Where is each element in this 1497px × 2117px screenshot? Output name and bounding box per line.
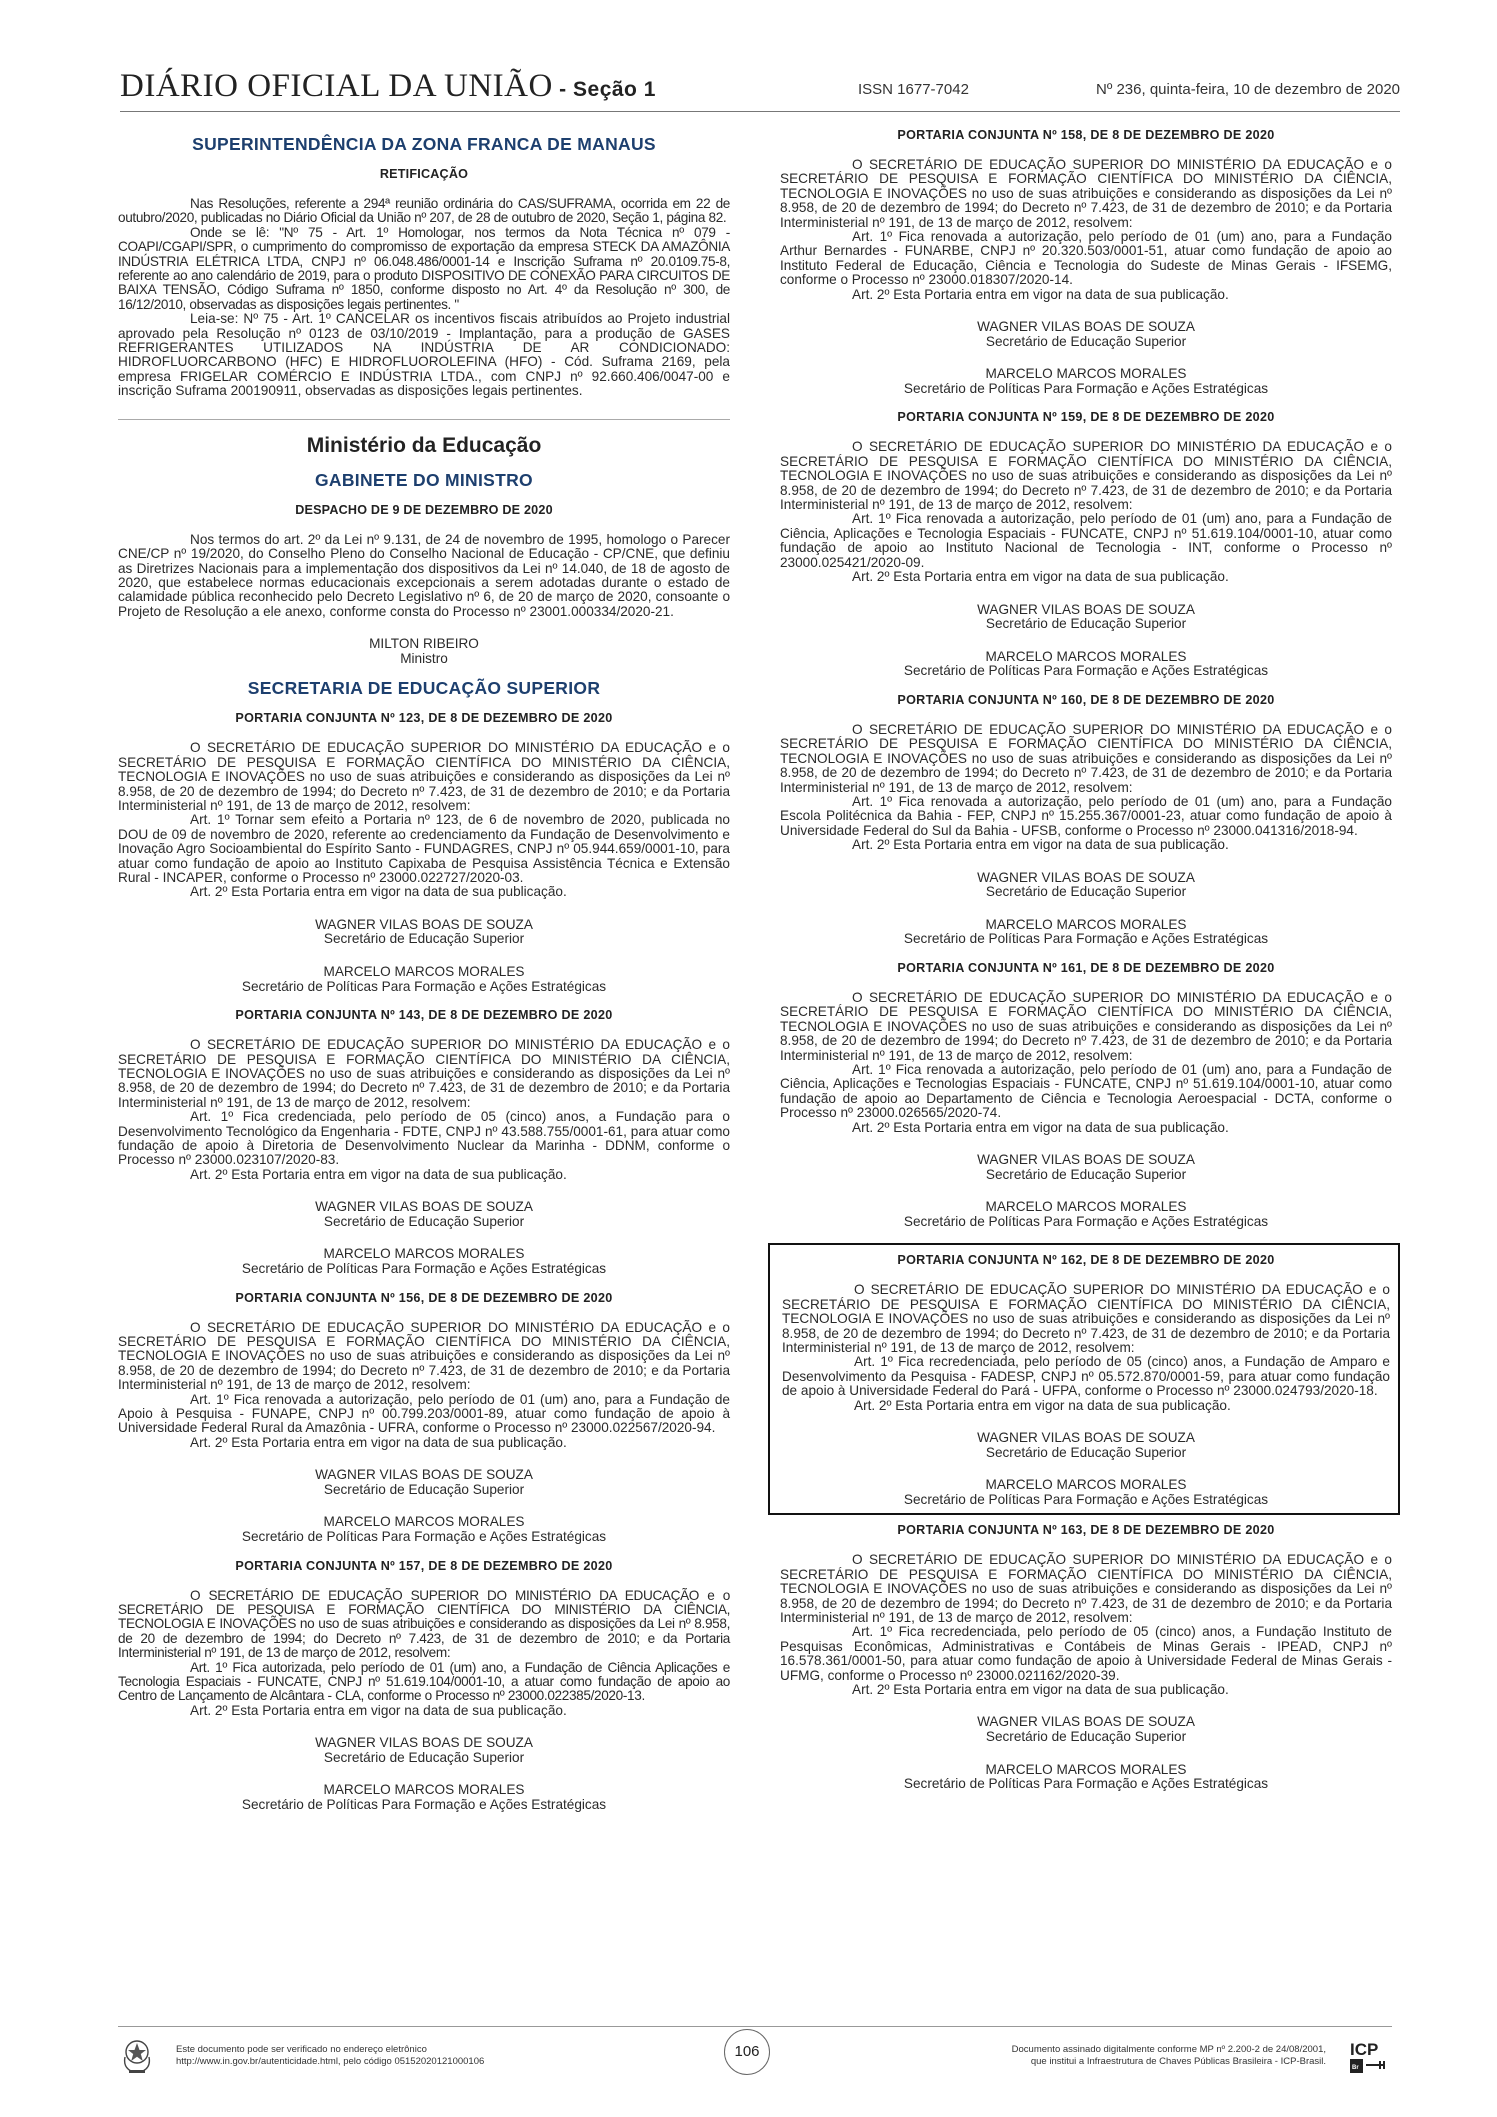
signatory-role: Secretário de Políticas Para Formação e Ações Estratégicas — [903, 1776, 1269, 1792]
signatory-role: Secretário de Educação Superior — [323, 1749, 525, 1765]
signatory-role: Ministro — [400, 650, 448, 666]
signatory-name: MARCELO MARCOS MORALES — [985, 1199, 1187, 1215]
signatory-name: MARCELO MARCOS MORALES — [985, 1477, 1187, 1493]
portaria-160-art1: Art. 1º Fica renovada a autorização, pelo período de 01 (um) ano, para a Fundação Escola Politécnica da Bahia - FEP, CNPJ nº 15.255.367/0001-23, atuar como fundação de apoio à Universidade Federal do Sul da Bahia - UFSB, conforme o Processo nº 23000.041316/2018-94. — [780, 793, 1392, 838]
retificacao-paragraph-3: Leia-se: Nº 75 - Art. 1º CANCELAR os incentivos fiscais atribuídos ao Projeto industrial aprovado pela Resolução nº 0123 de 03/10/2019 - Implantação, para a produção de GASES REFRIGERANTES UTILIZADOS NA INDÚSTRIA DE AR CONDICIONADO: HIDROFLUORCARBONO (HFC) E HIDROFLUOROLEFINA (HFO) - Cód. Suframa 2169, pela empresa FRIGELAR COMÉRCIO E INDÚSTRIA LTDA., com CNPJ nº 92.660.406/0047-00 e inscrição Suframa 200190911, observadas as disposições legais pertinentes. — [118, 311, 730, 399]
signature-1 — [780, 320, 1392, 349]
portaria-158-intro: O SECRETÁRIO DE EDUCAÇÃO SUPERIOR DO MINISTÉRIO DA EDUCAÇÃO e o SECRETÁRIO DE PESQUISA E FORMAÇÃO CIENTÍFICA DO MINISTÉRIO DA CIÊNCIA, TECNOLOGIA E INOVAÇÕES no uso de suas atribuições e considerando as disposições da Lei nº 8.958, de 20 de dezembro de 1994; do Decreto nº 7.423, de 31 de dezembro de 2010; e da Portaria Interministerial nº 191, de 13 de março de 2012, resolvem: — [780, 157, 1392, 230]
signatory-name: WAGNER VILAS BOAS DE SOUZA — [315, 1735, 533, 1751]
signature-2 — [118, 1783, 730, 1812]
portaria-159-art1: Art. 1º Fica renovada a autorização, pelo período de 01 (um) ano, para a Fundação de Ciência, Aplicações e Tecnologia Espaciais - FUNCATE, CNPJ nº 51.619.104/0001-10, atuar como fundação de apoio ao Instituto Nacional de Tecnologia - INT, conforme o Processo nº 23000.025421/2020-09. — [780, 511, 1392, 570]
ministry-title: Ministério da Educação — [306, 433, 542, 457]
retificacao-paragraph-2: Onde se lê: "Nº 75 - Art. 1º Homologar, nos termos da Nota Técnica nº 079 - COAPI/CGAPI/SPR, o cumprimento do compromisso de exportação da empresa STECK DA AMAZÔNIA INDÚSTRIA ELÉTRICA LTDA, CNPJ nº 06.048.486/0001-14 e Inscrição Suframa nº 20.0109.75-8, referente ao ano calendário de 2019, para o produto DISPOSITIVO DE CONEXÃO PARA CIRCUITOS DE BAIXA TENSÃO, Código Suframa nº 1850, conforme disposto no Art. 4º da Resolução nº 300, de 16/12/2010, observadas as disposições legais pertinentes. " — [118, 224, 730, 312]
icp-brasil-logo-icon — [1344, 2035, 1392, 2079]
portaria-161-art1: Art. 1º Fica renovada a autorização, pelo período de 01 (um) ano, para a Fundação de Ciência, Aplicações e Tecnologias Espaciais - FUNCATE, CNPJ nº 51.619.104/0001-10, atuar como fundação de apoio ao Departamento de Ciência e Tecnologia Aeroespacial - DCTA, conforme o Processo nº 23000.026565/2020-74. — [780, 1061, 1392, 1121]
signature-2 — [118, 965, 730, 994]
page-number: 106 — [724, 2029, 770, 2075]
minister-signature — [118, 637, 730, 666]
portaria-123-art1: Art. 1º Tornar sem efeito a Portaria nº 123, de 6 de novembro de 2020, publicada no DOU de 09 de novembro de 2020, referente ao credenciamento da Fundação de Desenvolvimento e Inovação Agro Socioambiental do Espírito Santo - FUNDAGRES, CNPJ nº 05.944.659/0001-10, para atuar como fundação de apoio ao Instituto Capixaba de Pesquisa Assistência Técnica e Extensão Rural - INCAPER, conforme o Processo nº 23000.022727/2020-03. — [118, 812, 730, 885]
verification-url: http://www.in.gov.br/autenticidade.html, pelo código 05152020121000106 — [176, 2056, 485, 2067]
portaria-160-intro: O SECRETÁRIO DE EDUCAÇÃO SUPERIOR DO MINISTÉRIO DA EDUCAÇÃO e o SECRETÁRIO DE PESQUISA E FORMAÇÃO CIENTÍFICA DO MINISTÉRIO DA CIÊNCIA, TECNOLOGIA E INOVAÇÕES no uso de suas atribuições e considerando as disposições da Lei nº 8.958, de 20 de dezembro de 1994; do Decreto nº 7.423, de 31 de dezembro de 2010; e da Portaria Interministerial nº 191, de 13 de março de 2012, resolvem: — [780, 721, 1392, 795]
portaria-157-title: PORTARIA CONJUNTA Nº 157, DE 8 DE DEZEMBRO DE 2020 — [235, 1558, 613, 1573]
section-label: - Seção 1 — [552, 78, 656, 101]
signature-1 — [118, 1468, 730, 1497]
despacho-title: DESPACHO DE 9 DE DEZEMBRO DE 2020 — [295, 502, 553, 517]
signatory-name: MARCELO MARCOS MORALES — [985, 1761, 1187, 1777]
suframa-header: SUPERINTENDÊNCIA DA ZONA FRANCA DE MANAUS — [192, 134, 656, 154]
portaria-123-signatures — [118, 918, 730, 994]
signatory-name: WAGNER VILAS BOAS DE SOUZA — [977, 319, 1195, 335]
signatory-role: Secretário de Políticas Para Formação e Ações Estratégicas — [241, 978, 607, 994]
signatory-role: Secretário de Políticas Para Formação e Ações Estratégicas — [903, 931, 1269, 947]
portaria-159-title: PORTARIA CONJUNTA Nº 159, DE 8 DE DEZEMBRO DE 2020 — [897, 410, 1275, 425]
portaria-163-art2: Art. 2º Esta Portaria entra em vigor na data de sua publicação. — [852, 1682, 1229, 1698]
signature-2 — [782, 1478, 1390, 1507]
signature-2 — [780, 367, 1392, 396]
portaria-158-title: PORTARIA CONJUNTA Nº 158, DE 8 DE DEZEMBRO DE 2020 — [897, 128, 1275, 142]
signatory-role: Secretário de Educação Superior — [323, 1213, 525, 1229]
signature-2 — [780, 1200, 1392, 1229]
portaria-157-signatures — [118, 1736, 730, 1812]
signatory-name: WAGNER VILAS BOAS DE SOUZA — [315, 916, 533, 932]
portaria-162-signatures — [782, 1431, 1390, 1507]
signature-2 — [780, 650, 1392, 679]
signatory-name: MARCELO MARCOS MORALES — [985, 916, 1187, 932]
portaria-123-title: PORTARIA CONJUNTA Nº 123, DE 8 DE DEZEMBRO DE 2020 — [235, 711, 613, 726]
signatory-name: WAGNER VILAS BOAS DE SOUZA — [977, 601, 1195, 617]
retificacao-paragraph-1: Nas Resoluções, referente a 294ª reunião ordinária do CAS/SUFRAMA, ocorrida em 22 de outubro/2020, publicadas no Diário Oficial da União nº 207, de 28 de outubro de 2020, Seção 1, página 82. — [118, 196, 730, 226]
gabinete-header: GABINETE DO MINISTRO — [315, 469, 533, 490]
signatory-name: MARCELO MARCOS MORALES — [985, 366, 1187, 382]
portaria-161-art2: Art. 2º Esta Portaria entra em vigor na data de sua publicação. — [852, 1119, 1229, 1135]
portaria-161-signatures — [780, 1153, 1392, 1229]
signature-2 — [780, 918, 1392, 947]
signature-1 — [118, 1736, 730, 1765]
signatory-name: MARCELO MARCOS MORALES — [323, 963, 525, 979]
left-column — [118, 128, 730, 1827]
portaria-163-art1: Art. 1º Fica recredenciada, pelo período de 05 (cinco) anos, a Fundação Instituto de Pesquisas Econômicas, Administrativas e Contábeis de Minas Gerais - IPEAD, CNPJ nº 16.578.361/0001-50, para atuar como fundação de apoio à Universidade Federal de Minas Gerais - UFMG, conforme o Processo nº 23000.021162/2020-39. — [780, 1624, 1392, 1683]
portaria-123-intro: O SECRETÁRIO DE EDUCAÇÃO SUPERIOR DO MINISTÉRIO DA EDUCAÇÃO e o SECRETÁRIO DE PESQUISA E FORMAÇÃO CIENTÍFICA DO MINISTÉRIO DA CIÊNCIA, TECNOLOGIA E INOVAÇÕES no uso de suas atribuições e considerando as disposições da Lei nº 8.958, de 20 de dezembro de 1994; do Decreto nº 7.423, de 31 de dezembro de 2010; e da Portaria Interministerial nº 191, de 13 de março de 2012, resolvem: — [118, 740, 730, 813]
signatory-role: Secretário de Políticas Para Formação e Ações Estratégicas — [903, 1491, 1269, 1507]
page-footer — [118, 2026, 1392, 2086]
signatory-role: Secretário de Políticas Para Formação e Ações Estratégicas — [241, 1529, 607, 1545]
masthead — [120, 60, 1400, 112]
svg-text:Br: Br — [1352, 2065, 1359, 2071]
signatory-name: WAGNER VILAS BOAS DE SOUZA — [977, 869, 1195, 885]
signature-1 — [782, 1431, 1390, 1460]
signatory-name: MARCELO MARCOS MORALES — [323, 1782, 525, 1798]
portaria-158-art2: Art. 2º Esta Portaria entra em vigor na data de sua publicação. — [852, 286, 1229, 302]
signatory-name: MARCELO MARCOS MORALES — [323, 1514, 525, 1530]
signature-2 — [780, 1763, 1392, 1792]
despacho-body: Nos termos do art. 2º da Lei nº 9.131, de 24 de novembro de 1995, homologo o Parecer CNE/CP nº 19/2020, do Conselho Pleno do Conselho Nacional de Educação - CP/CNE, que definiu as Diretrizes Nacionais para a implementação dos dispositivos da Lei nº 14.040, de 18 de agosto de 2020, que estabelece normas educacionais excepcionais a serem adotadas durante o estado de calamidade pública reconhecido pelo Decreto Legislativo nº 6, de 20 de março de 2020, consoante o Projeto de Resolução a ele anexo, conforme consta do Processo nº 23001.000334/2020-21. — [118, 531, 730, 619]
coat-of-arms-icon — [121, 2037, 153, 2075]
portaria-159-art2: Art. 2º Esta Portaria entra em vigor na data de sua publicação. — [852, 569, 1229, 585]
signatory-name: WAGNER VILAS BOAS DE SOUZA — [315, 1199, 533, 1215]
svg-text:ICP: ICP — [1350, 2040, 1379, 2059]
portaria-159-signatures — [780, 603, 1392, 679]
secretaria-header: SECRETARIA DE EDUCAÇÃO SUPERIOR — [247, 678, 601, 699]
portaria-163-intro: O SECRETÁRIO DE EDUCAÇÃO SUPERIOR DO MINISTÉRIO DA EDUCAÇÃO e o SECRETÁRIO DE PESQUISA E FORMAÇÃO CIENTÍFICA DO MINISTÉRIO DA CIÊNCIA, TECNOLOGIA E INOVAÇÕES no uso de suas atribuições e considerando as disposições da Lei nº 8.958, de 20 de dezembro de 1994; do Decreto nº 7.423, de 31 de dezembro de 2010; e da Portaria Interministerial nº 191, de 13 de março de 2012, resolvem: — [780, 1552, 1392, 1625]
portaria-160-title: PORTARIA CONJUNTA Nº 160, DE 8 DE DEZEMBRO DE 2020 — [897, 692, 1275, 707]
signature-note-line-2: que institui a Infraestrutura de Chaves Públicas Brasileira - ICP-Brasil. — [1030, 2056, 1326, 2067]
signature-1 — [780, 1715, 1392, 1744]
signatory-role: Secretário de Educação Superior — [323, 1481, 525, 1497]
signature-1 — [118, 1200, 730, 1229]
portaria-162-art1: Art. 1º Fica recredenciada, pelo período de 05 (cinco) anos, a Fundação de Amparo e Desenvolvimento da Pesquisa - FADESP, CNPJ nº 05.572.870/0001-59, para atuar como fundação de apoio à Universidade Federal do Pará - UFPA, conforme o Processo nº 23000.024793/2020-18. — [782, 1354, 1390, 1399]
signatory-role: Secretário de Educação Superior — [985, 1166, 1187, 1182]
edition-info: Nº 236, quinta-feira, 10 de dezembro de 2020 — [1095, 81, 1400, 98]
signature-1 — [118, 918, 730, 947]
signatory-role: Secretário de Políticas Para Formação e Ações Estratégicas — [241, 1797, 607, 1813]
signatory-role: Secretário de Políticas Para Formação e Ações Estratégicas — [903, 663, 1269, 679]
signature-1 — [780, 1153, 1392, 1182]
portaria-158-signatures — [780, 320, 1392, 396]
section-divider — [118, 419, 730, 420]
signature-2 — [118, 1515, 730, 1544]
signatory-role: Secretário de Educação Superior — [985, 616, 1187, 632]
portaria-143-title: PORTARIA CONJUNTA Nº 143, DE 8 DE DEZEMBRO DE 2020 — [235, 1008, 613, 1023]
portaria-156-intro: O SECRETÁRIO DE EDUCAÇÃO SUPERIOR DO MINISTÉRIO DA EDUCAÇÃO e o SECRETÁRIO DE PESQUISA E FORMAÇÃO CIENTÍFICA DO MINISTÉRIO DA CIÊNCIA, TECNOLOGIA E INOVAÇÕES no uso de suas atribuições e considerando as disposições da Lei nº 8.958, de 20 de dezembro de 1994; do Decreto nº 7.423, de 31 de dezembro de 2010; e da Portaria Interministerial nº 191, de 13 de março de 2012, resolvem: — [118, 1319, 730, 1393]
signatory-name: WAGNER VILAS BOAS DE SOUZA — [977, 1714, 1195, 1730]
portaria-156-signatures — [118, 1468, 730, 1544]
signature-note-line-1: Documento assinado digitalmente conforme MP nº 2.200-2 de 24/08/2001, — [1011, 2044, 1326, 2055]
signatory-role: Secretário de Políticas Para Formação e Ações Estratégicas — [903, 1213, 1269, 1229]
portaria-162-art2: Art. 2º Esta Portaria entra em vigor na data de sua publicação. — [854, 1397, 1231, 1413]
title-text: DIÁRIO OFICIAL DA UNIÃO — [120, 68, 553, 104]
signatory-name: WAGNER VILAS BOAS DE SOUZA — [977, 1430, 1195, 1445]
portaria-162-intro: O SECRETÁRIO DE EDUCAÇÃO SUPERIOR DO MINISTÉRIO DA EDUCAÇÃO e o SECRETÁRIO DE PESQUISA E FORMAÇÃO CIENTÍFICA DO MINISTÉRIO DA CIÊNCIA, TECNOLOGIA E INOVAÇÕES no uso de suas atribuições e considerando as disposições da Lei nº 8.958, de 20 de dezembro de 1994; do Decreto nº 7.423, de 31 de dezembro de 2010; e da Portaria Interministerial nº 191, de 13 de março de 2012, resolvem: — [782, 1282, 1390, 1355]
portaria-123-art2: Art. 2º Esta Portaria entra em vigor na data de sua publicação. — [190, 884, 567, 900]
portaria-157-intro: O SECRETÁRIO DE EDUCAÇÃO SUPERIOR DO MINISTÉRIO DA EDUCAÇÃO e o SECRETÁRIO DE PESQUISA E FORMAÇÃO CIENTÍFICA DO MINISTÉRIO DA CIÊNCIA, TECNOLOGIA E INOVAÇÕES no uso de suas atribuições e considerando as disposições da Lei nº 8.958, de 20 de dezembro de 1994; do Decreto nº 7.423, de 31 de dezembro de 2010; e da Portaria Interministerial nº 191, de 13 de março de 2012, resolvem: — [118, 1587, 730, 1661]
signatory-role: Secretário de Educação Superior — [985, 884, 1187, 900]
signatory-role: Secretário de Educação Superior — [323, 931, 525, 947]
portaria-160-signatures — [780, 871, 1392, 947]
portaria-162-highlight-box — [768, 1243, 1400, 1515]
portaria-162-title: PORTARIA CONJUNTA Nº 162, DE 8 DE DEZEMBRO DE 2020 — [897, 1253, 1275, 1268]
verification-line-1: Este documento pode ser verificado no endereço eletrônico — [176, 2044, 427, 2055]
signatory-role: Secretário de Políticas Para Formação e Ações Estratégicas — [903, 380, 1269, 396]
portaria-156-title: PORTARIA CONJUNTA Nº 156, DE 8 DE DEZEMBRO DE 2020 — [235, 1290, 613, 1305]
digital-signature-note — [1012, 2044, 1326, 2068]
portaria-161-title: PORTARIA CONJUNTA Nº 161, DE 8 DE DEZEMBRO DE 2020 — [897, 960, 1275, 975]
portaria-160-art2: Art. 2º Esta Portaria entra em vigor na data de sua publicação. — [852, 837, 1229, 853]
signatory-role: Secretário de Educação Superior — [985, 1729, 1187, 1745]
portaria-143-signatures — [118, 1200, 730, 1276]
signatory-name: MARCELO MARCOS MORALES — [323, 1246, 525, 1262]
portaria-159-intro: O SECRETÁRIO DE EDUCAÇÃO SUPERIOR DO MINISTÉRIO DA EDUCAÇÃO e o SECRETÁRIO DE PESQUISA E FORMAÇÃO CIENTÍFICA DO MINISTÉRIO DA CIÊNCIA, TECNOLOGIA E INOVAÇÕES no uso de suas atribuições e considerando as disposições da Lei nº 8.958, de 20 de dezembro de 1994; do Decreto nº 7.423, de 31 de dezembro de 2010; e da Portaria Interministerial nº 191, de 13 de março de 2012, resolvem: — [780, 439, 1392, 513]
right-column — [780, 128, 1392, 1806]
portaria-143-art2: Art. 2º Esta Portaria entra em vigor na data de sua publicação. — [190, 1166, 567, 1182]
signatory-role: Secretário de Educação Superior — [985, 1444, 1187, 1460]
signatory-role: Secretário de Políticas Para Formação e Ações Estratégicas — [241, 1261, 607, 1276]
portaria-157-art1: Art. 1º Fica autorizada, pelo período de 01 (um) ano, a Fundação de Ciência Aplicações e Tecnologia Espaciais - FUNCATE, CNPJ nº 51.619.104/0001-10, a atuar como fundação de apoio ao Centro de Lançamento de Alcântara - CLA, conforme o Processo nº 23000.022385/2020-13. — [118, 1659, 730, 1704]
portaria-143-art1: Art. 1º Fica credenciada, pelo período de 05 (cinco) anos, a Fundação para o Desenvolvimento Tecnológico da Engenharia - FDTE, CNPJ nº 43.588.755/0001-61, para atuar como fundação de apoio à Diretoria de Desenvolvimento Nuclear da Marinha - DDNM, conforme o Processo nº 23000.023107/2020-83. — [118, 1109, 730, 1168]
publication-title — [120, 68, 656, 105]
signatory-name: MILTON RIBEIRO — [369, 636, 479, 652]
portaria-163-title: PORTARIA CONJUNTA Nº 163, DE 8 DE DEZEMBRO DE 2020 — [897, 1523, 1275, 1538]
signatory-name: MARCELO MARCOS MORALES — [985, 648, 1187, 664]
portaria-158-art1: Art. 1º Fica renovada a autorização, pelo período de 01 (um) ano, para a Fundação Arthur Bernardes - FUNARBE, CNPJ nº 20.320.503/0001-51, atuar como fundação de apoio ao Instituto Federal de Educação, Ciência e Tecnologia do Sudeste de Minas Gerais - IFSEMG, conforme o Processo nº 23000.018307/2020-14. — [780, 229, 1392, 288]
signatory-name: WAGNER VILAS BOAS DE SOUZA — [315, 1467, 533, 1483]
retificacao-title: RETIFICAÇÃO — [379, 167, 469, 181]
portaria-143-intro: O SECRETÁRIO DE EDUCAÇÃO SUPERIOR DO MINISTÉRIO DA EDUCAÇÃO e o SECRETÁRIO DE PESQUISA E FORMAÇÃO CIENTÍFICA DO MINISTÉRIO DA CIÊNCIA, TECNOLOGIA E INOVAÇÕES no uso de suas atribuições e considerando as disposições da Lei nº 8.958, de 20 de dezembro de 1994; do Decreto nº 7.423, de 31 de dezembro de 2010; e da Portaria Interministerial nº 191, de 13 de março de 2012, resolvem: — [118, 1037, 730, 1110]
verification-note — [176, 2044, 484, 2068]
portaria-156-art1: Art. 1º Fica renovada a autorização, pelo período de 01 (um) ano, para a Fundação de Apoio à Pesquisa - FUNAPE, CNPJ nº 00.799.203/0001-89, atuar como fundação de apoio à Universidade Federal Rural da Amazônia - UFRA, conforme o Processo nº 23000.022567/2020-94. — [118, 1391, 730, 1436]
signatory-name: WAGNER VILAS BOAS DE SOUZA — [977, 1151, 1195, 1167]
signature-1 — [780, 871, 1392, 900]
signature-2 — [118, 1247, 730, 1276]
signature-1 — [780, 603, 1392, 632]
portaria-157-art2: Art. 2º Esta Portaria entra em vigor na data de sua publicação. — [190, 1702, 567, 1718]
portaria-156-art2: Art. 2º Esta Portaria entra em vigor na data de sua publicação. — [190, 1434, 567, 1450]
portaria-163-signatures — [780, 1715, 1392, 1791]
signatory-role: Secretário de Educação Superior — [985, 333, 1187, 349]
issn: ISSN 1677-7042 — [858, 81, 969, 98]
portaria-161-intro: O SECRETÁRIO DE EDUCAÇÃO SUPERIOR DO MINISTÉRIO DA EDUCAÇÃO e o SECRETÁRIO DE PESQUISA E FORMAÇÃO CIENTÍFICA DO MINISTÉRIO DA CIÊNCIA, TECNOLOGIA E INOVAÇÕES no uso de suas atribuições e considerando as disposições da Lei nº 8.958, de 20 de dezembro de 1994; do Decreto nº 7.423, de 31 de dezembro de 2010; e da Portaria Interministerial nº 191, de 13 de março de 2012, resolvem: — [780, 989, 1392, 1063]
